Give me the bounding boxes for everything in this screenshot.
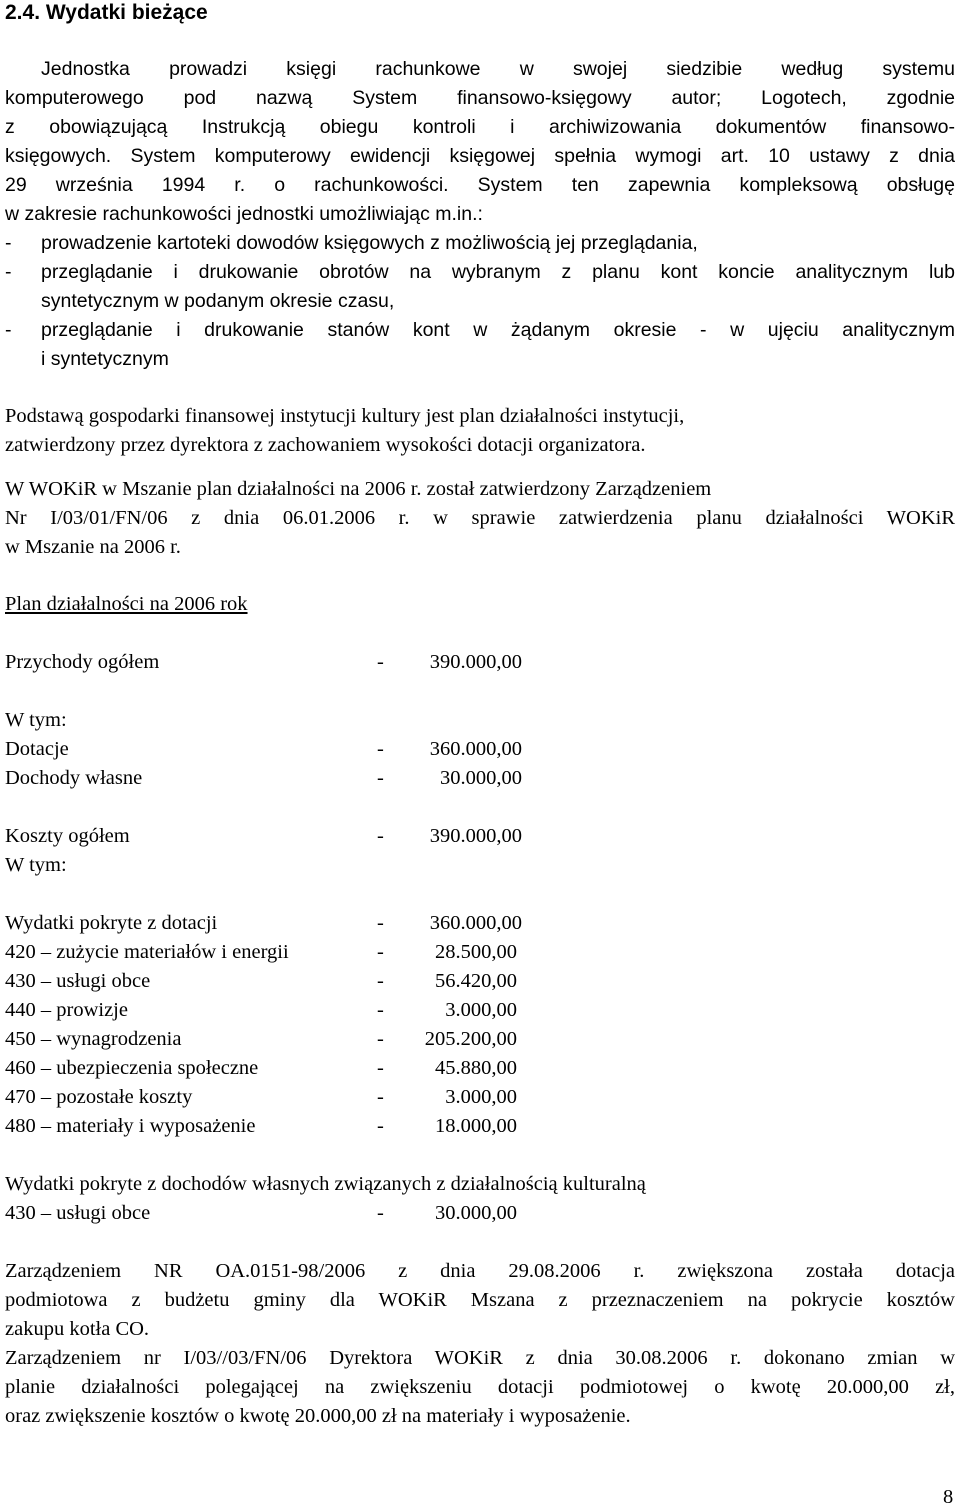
- row-dash: -: [377, 1057, 384, 1079]
- bullet-item-cont: syntetycznym w podanym okresie czasu,: [41, 290, 395, 312]
- budget-row: [5, 1112, 517, 1141]
- row-value: 30.000,00: [440, 767, 522, 789]
- row-label: Dotacje: [5, 738, 69, 760]
- row-value: 205.200,00: [424, 1028, 517, 1050]
- plan-line: w Mszanie na 2006 r.: [5, 536, 181, 558]
- row-value: 45.880,00: [435, 1057, 517, 1079]
- page-number: 8: [943, 1486, 954, 1508]
- row-dash: -: [377, 1115, 384, 1137]
- amend2-line: oraz zwiększenie kosztów o kwotę 20.000,00 zł na materiały i wyposażenie.: [5, 1405, 631, 1427]
- amend1-line: podmiotowa z budżetu gminy dla WOKiR Mszana z przeznaczeniem na pokrycie kosztów: [5, 1289, 955, 1311]
- intro-line: w zakresie rachunkowości jednostki umożliwiając m.in.:: [5, 203, 483, 225]
- budget-row: [5, 1199, 517, 1228]
- row-dash: -: [377, 767, 384, 789]
- budget-row: [5, 996, 517, 1025]
- row-dash: -: [377, 1028, 384, 1050]
- row-value: 18.000,00: [435, 1115, 517, 1137]
- row-label: 420 – zużycie materiałów i energii: [5, 941, 289, 963]
- budget-row-subsidy-total: [5, 909, 522, 938]
- row-dash: -: [377, 825, 384, 847]
- row-label: 480 – materiały i wyposażenie: [5, 1115, 256, 1137]
- budget-row: [5, 764, 522, 793]
- budget-row: [5, 1054, 517, 1083]
- basis-line: Podstawą gospodarki finansowej instytucji kultury jest plan działalności instytucji,: [5, 405, 685, 427]
- row-value: 3.000,00: [445, 1086, 517, 1108]
- row-label: Koszty ogółem: [5, 825, 130, 847]
- row-label: 430 – usługi obce: [5, 970, 151, 992]
- row-dash: -: [377, 651, 384, 673]
- w-tym-label: W tym:: [5, 854, 67, 876]
- plan-title: Plan działalności na 2006 rok: [5, 593, 248, 615]
- row-value: 3.000,00: [445, 999, 517, 1021]
- row-value: 390.000,00: [429, 651, 522, 673]
- section-heading: 2.4. Wydatki bieżące: [5, 1, 208, 24]
- plan-line: Nr I/03/01/FN/06 z dnia 06.01.2006 r. w sprawie zatwierdzenia planu działalności WOKiR: [5, 507, 955, 529]
- bullet-item: przeglądanie i drukowanie stanów kont w żądanym okresie - w ujęciu analitycznym: [41, 319, 955, 341]
- intro-line: komputerowego pod nazwą System finansowo-księgowy autor; Logotech, zgodnie: [5, 87, 955, 109]
- intro-line: księgowych. System komputerowy ewidencji księgowej spełnia wymogi art. 10 ustawy z dnia: [5, 145, 955, 167]
- row-label: 430 – usługi obce: [5, 1202, 151, 1224]
- row-dash: -: [377, 941, 384, 963]
- plan-line: W WOKiR w Mszanie plan działalności na 2006 r. został zatwierdzony Zarządzeniem: [5, 478, 712, 500]
- bullet-dash: -: [5, 261, 12, 283]
- budget-row: [5, 1025, 517, 1054]
- row-label: 460 – ubezpieczenia społeczne: [5, 1057, 259, 1079]
- amend2-line: Zarządzeniem nr I/03//03/FN/06 Dyrektora WOKiR z dnia 30.08.2006 r. dokonano zmian w: [5, 1347, 955, 1369]
- basis-line: zatwierdzony przez dyrektora z zachowaniem wysokości dotacji organizatora.: [5, 434, 646, 456]
- intro-line: z obowiązującą Instrukcją obiegu kontroli i archiwizowania dokumentów finansowo-: [5, 116, 955, 138]
- row-value: 390.000,00: [429, 825, 522, 847]
- bullet-dash: -: [5, 319, 12, 341]
- w-tym-label: W tym:: [5, 709, 67, 731]
- row-value: 360.000,00: [429, 912, 522, 934]
- budget-row-income-total: [5, 648, 522, 677]
- bullet-item: prowadzenie kartoteki dowodów księgowych z możliwością jej przeglądania,: [41, 232, 698, 254]
- intro-line: Jednostka prowadzi księgi rachunkowe w swojej siedzibie według systemu: [41, 58, 955, 80]
- row-dash: -: [377, 999, 384, 1021]
- row-label: Dochody własne: [5, 767, 143, 789]
- amend1-line: zakupu kotła CO.: [5, 1318, 150, 1340]
- row-dash: -: [377, 1086, 384, 1108]
- budget-row: [5, 938, 517, 967]
- amend1-line: Zarządzeniem NR OA.0151-98/2006 z dnia 29.08.2006 r. zwiększona została dotacja: [5, 1260, 955, 1282]
- row-label: Wydatki pokryte z dotacji: [5, 912, 218, 934]
- bullet-item: przeglądanie i drukowanie obrotów na wybranym z planu kont koncie analitycznym lub: [41, 261, 955, 283]
- row-value: 56.420,00: [435, 970, 517, 992]
- row-dash: -: [377, 738, 384, 760]
- row-label: Przychody ogółem: [5, 651, 160, 673]
- bullet-dash: -: [5, 232, 12, 254]
- own-income-title: Wydatki pokryte z dochodów własnych związanych z działalnością kulturalną: [5, 1173, 646, 1195]
- budget-row: [5, 735, 522, 764]
- row-label: 450 – wynagrodzenia: [5, 1028, 182, 1050]
- row-dash: -: [377, 970, 384, 992]
- row-value: 30.000,00: [435, 1202, 517, 1224]
- row-value: 28.500,00: [435, 941, 517, 963]
- row-label: 470 – pozostałe koszty: [5, 1086, 193, 1108]
- row-dash: -: [377, 912, 384, 934]
- budget-row: [5, 1083, 517, 1112]
- row-dash: -: [377, 1202, 384, 1224]
- intro-line: 29 września 1994 r. o rachunkowości. System ten zapewnia kompleksową obsługę: [5, 174, 955, 196]
- row-label: 440 – prowizje: [5, 999, 128, 1021]
- budget-row-costs-total: [5, 822, 522, 851]
- budget-row: [5, 967, 517, 996]
- row-value: 360.000,00: [429, 738, 522, 760]
- amend2-line: planie działalności polegającej na zwiększeniu dotacji podmiotowej o kwotę 20.000,00 zł,: [5, 1376, 955, 1398]
- bullet-item-cont: i syntetycznym: [41, 348, 169, 370]
